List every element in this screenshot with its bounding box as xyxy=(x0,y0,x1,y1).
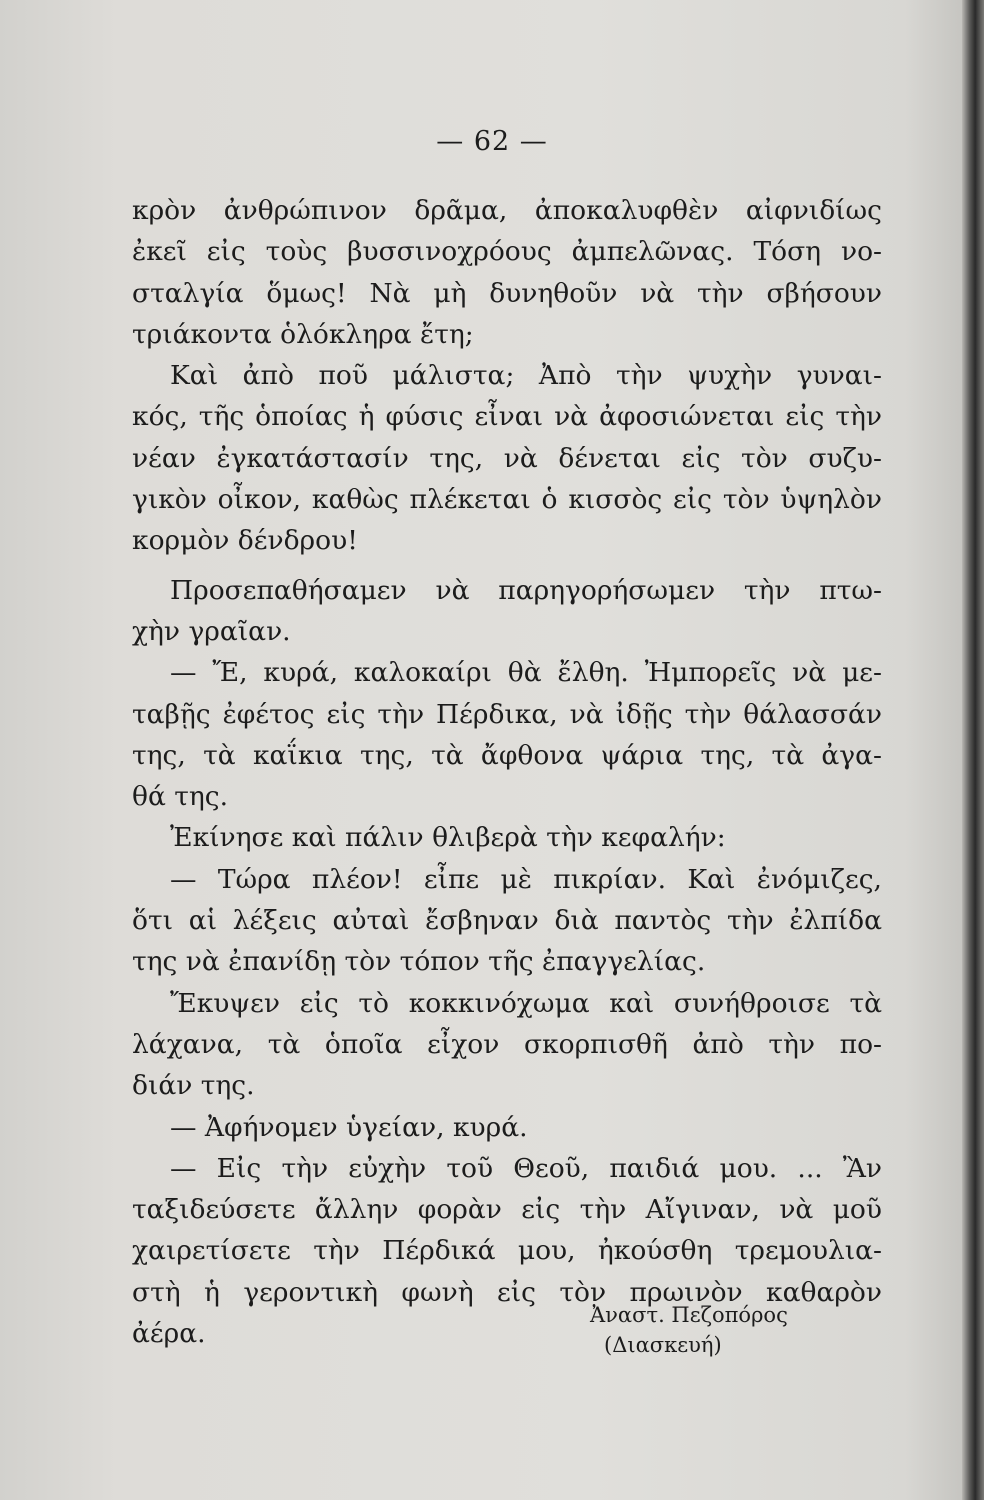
text-line: χαιρετίσετε τὴν Πέρδικά μου, ἠκούσθη τρεμουλια- xyxy=(132,1235,882,1267)
text-line: της, τὰ καΐκια της, τὰ ἄφθονα ψάρια της, τὰ ἀγα- xyxy=(132,739,882,771)
text-line: — Ἔ, κυρά, καλοκαίρι θὰ ἔλθη. Ἠμπορεῖς νὰ με- xyxy=(170,657,882,689)
text-line: χὴν γραῖαν. xyxy=(132,615,291,647)
text-line: ἀέρα. xyxy=(132,1318,206,1350)
text-line: νέαν ἐγκατάστασίν της, νὰ δένεται εἰς τὸν συζυ- xyxy=(132,442,882,474)
page-edge-shadow xyxy=(962,0,984,1500)
text-line: διάν της. xyxy=(132,1070,255,1102)
text-line: της νὰ ἐπανίδῃ τὸν τόπον τῆς ἐπαγγελίας. xyxy=(132,946,706,978)
text-line: κρὸν ἀνθρώπινον δρᾶμα, ἀποκαλυφθὲν αἰφνιδίως xyxy=(132,195,882,226)
text-line: Ἐκίνησε καὶ πάλιν θλιβερὰ τὴν κεφαλήν: xyxy=(170,822,726,854)
page-number: — 62 — xyxy=(436,126,548,157)
text-line: Καὶ ἀπὸ ποῦ μάλιστα; Ἀπὸ τὴν ψυχὴν γυναι- xyxy=(170,360,882,392)
text-line: τριάκοντα ὁλόκληρα ἔτη; xyxy=(132,318,474,350)
adaptation-note: (Διασκευή) xyxy=(604,1333,722,1357)
author-signature xyxy=(590,1300,788,1360)
text-line: ὅτι αἱ λέξεις αὐταὶ ἔσβηναν διὰ παντὸς τὴν ἐλπίδα xyxy=(132,905,882,937)
text-line: ταξιδεύσετε ἄλλην φορὰν εἰς τὴν Αἴγιναν, νὰ μοῦ xyxy=(132,1194,882,1226)
text-line: κός, τῆς ὁποίας ἡ φύσις εἶναι νὰ ἀφοσιώνεται εἰς τὴν xyxy=(132,401,882,433)
text-line: σταλγία ὅμως! Νὰ μὴ δυνηθοῦν νὰ τὴν σβήσουν xyxy=(132,277,882,309)
text-line: Προσεπαθήσαμεν νὰ παρηγορήσωμεν τὴν πτω- xyxy=(170,574,882,606)
body-text xyxy=(132,190,882,1354)
text-line: κορμὸν δένδρου! xyxy=(132,525,358,557)
text-line: Ἔκυψεν εἰς τὸ κοκκινόχωμα καὶ συνήθροισε τὰ xyxy=(170,987,882,1019)
text-line: θά της. xyxy=(132,781,229,813)
text-line: ταβῇς ἐφέτος εἰς τὴν Πέρδικα, νὰ ἰδῇς τὴν θάλασσάν xyxy=(132,698,882,730)
author-name: Ἀναστ. Πεζοπόρος xyxy=(590,1303,788,1327)
text-line: — Ἀφήνομεν ὑγείαν, κυρά. xyxy=(170,1111,528,1143)
text-line: — Εἰς τὴν εὐχὴν τοῦ Θεοῦ, παιδιά μου. ... Ἂν xyxy=(170,1152,882,1184)
text-line: — Τώρα πλέον! εἶπε μὲ πικρίαν. Καὶ ἐνόμιζες, xyxy=(170,863,882,895)
text-line: γικὸν οἶκον, καθὼς πλέκεται ὁ κισσὸς εἰς τὸν ὑψηλὸν xyxy=(132,484,882,516)
text-line: ἐκεῖ εἰς τοὺς βυσσινοχρόους ἀμπελῶνας. Τόση νο- xyxy=(132,236,882,268)
text-line: στὴ ἡ γεροντικὴ φωνὴ εἰς τὸν πρωινὸν καθαρὸν xyxy=(132,1276,882,1308)
text-line: λάχανα, τὰ ὁποῖα εἶχον σκορπισθῆ ἀπὸ τὴν πο- xyxy=(132,1028,882,1060)
